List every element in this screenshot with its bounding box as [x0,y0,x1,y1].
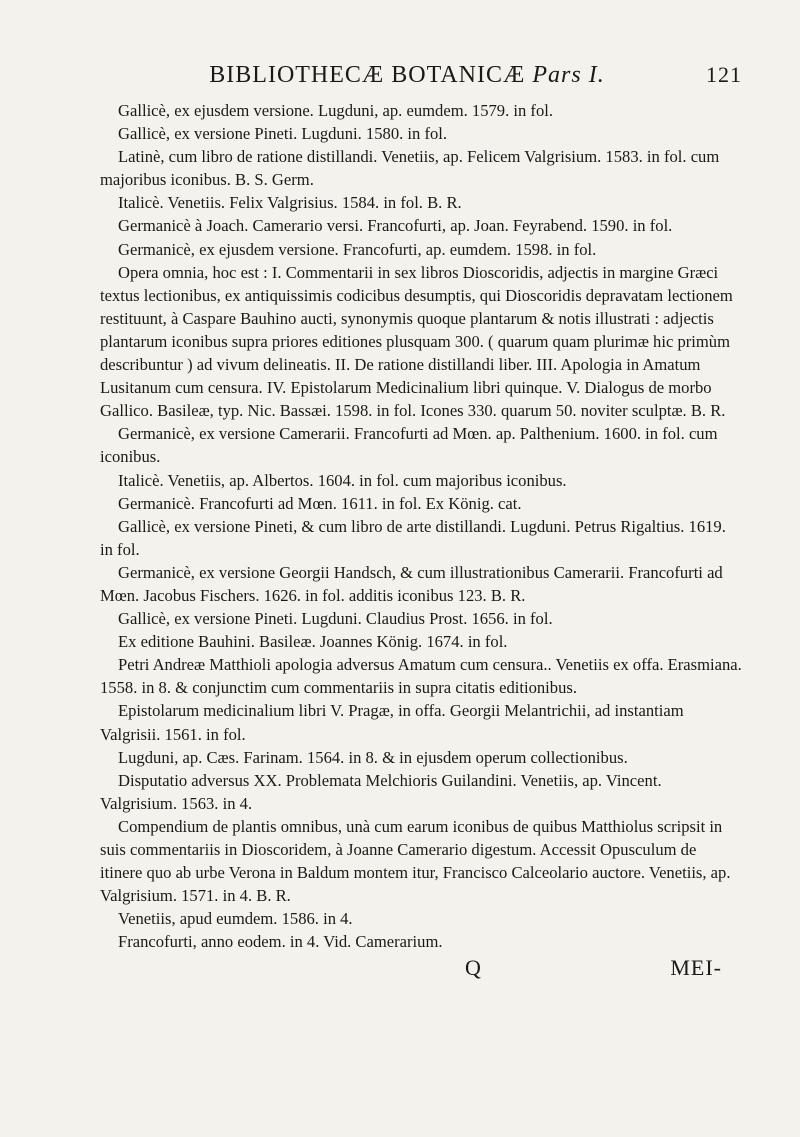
running-head [100,62,742,89]
paragraph: Ex editione Bauhini. Basileæ. Joannes König. 1674. in fol. [118,632,508,652]
paragraph: Gallicè, ex versione Pineti, & cum libro de arte distillandi. Lugduni. Petrus Rigaltius. 1619. in fol. [100,516,726,559]
paragraph: Petri Andreæ Matthioli apologia adversus Amatum cum censura.. Venetiis ex offa. Erasmiana. 1558. in 8. & conjunctim cum commentariis in supra citatis editionibus. [100,655,742,698]
paragraph: Germanicè, ex ejusdem versione. Francofurti, ap. eumdem. 1598. in fol. [118,239,597,259]
paragraph: Gallicè, ex versione Pineti. Lugduni. 1580. in fol. [118,124,448,144]
catchword: MEI- [670,955,722,981]
paragraph: Francofurti, anno eodem. in 4. Vid. Camerarium. [118,932,443,952]
paragraph: Disputatio adversus XX. Problemata Melchioris Guilandini. Venetiis, ap. Vincent. Valgrisium. 1563. in 4. [100,770,662,813]
paragraph: Italicè. Venetiis, ap. Albertos. 1604. in fol. cum majoribus iconibus. [118,470,567,490]
page-number: 121 [706,62,742,87]
paragraph: Gallicè, ex versione Pineti. Lugduni. Claudius Prost. 1656. in fol. [118,609,553,629]
paragraph: Compendium de plantis omnibus, unà cum earum iconibus de quibus Matthiolus scripsit in suis commentariis in Dioscoridem, à Joanne Camerario digestum. Accessit Opusculum de itinere quo ab urbe Verona in Baldum montem itur, Francisco Calceolario auctore. Venetiis, ap. Valgrisium. 1571. in 4. B. R. [100,816,731,906]
paragraph: Germanicè, ex versione Georgii Handsch, & cum illustrationibus Camerarii. Francofurti ad Mœn. Jacobus Fischers. 1626. in fol. additis iconibus 123. B. R. [100,562,723,605]
running-head-title-main: BIBLIOTHECÆ BOTANICÆ [209,62,526,88]
page-footer [100,953,742,981]
paragraph: Latinè, cum libro de ratione distillandi. Venetiis, ap. Felicem Valgrisium. 1583. in fol. cum majoribus iconibus. B. S. Germ. [100,147,720,190]
paragraph: Epistolarum medicinalium libri V. Pragæ, in offa. Georgii Melantrichii, ad instantiam Valgrisii. 1561. in fol. [100,701,684,744]
running-head-title [100,62,706,89]
paragraph: Opera omnia, hoc est : I. Commentarii in sex libros Dioscoridis, adjectis in margine Græci textus lectionibus, ex antiquissimis codicibus desumptis, qui Dioscoridis depravatam lectionem restituunt, à Caspare Bauhino aucti, synonymis quoque plantarum & notis illustrati : adjectis plantarum iconibus supra priores editiones plusquam 300. ( quarum quam plurimæ hic primùm describuntur ) ad vivum delineatis. II. De ratione distillandi liber. III. Apologia in Amatum Lusitanum cum censura. IV. Epistolarum Medicinalium libri quinque. V. Dialogus de morbo Gallico. Basileæ, typ. Nic. Bassæi. 1598. in fol. Icones 330. quarum 50. noviter sculptæ. B. R. [100,262,733,421]
running-head-part: Pars I. [532,62,605,88]
paragraph: Germanicè à Joach. Camerario versi. Francofurti, ap. Joan. Feyrabend. 1590. in fol. [118,216,673,236]
paragraph: Gallicè, ex ejusdem versione. Lugduni, ap. eumdem. 1579. in fol. [118,101,554,120]
paragraph: Germanicè. Francofurti ad Mœn. 1611. in fol. Ex König. cat. [118,493,522,513]
paragraph: Italicè. Venetiis. Felix Valgrisius. 1584. in fol. B. R. [118,193,462,213]
body-text [100,99,742,953]
paragraph: Venetiis, apud eumdem. 1586. in 4. [118,909,353,929]
paragraph: Germanicè, ex versione Camerarii. Francofurti ad Mœn. ap. Palthenium. 1600. in fol. cum iconibus. [100,424,718,467]
signature-mark: Q [465,955,482,981]
paragraph: Lugduni, ap. Cæs. Farinam. 1564. in 8. & in ejusdem operum collectionibus. [118,747,628,767]
